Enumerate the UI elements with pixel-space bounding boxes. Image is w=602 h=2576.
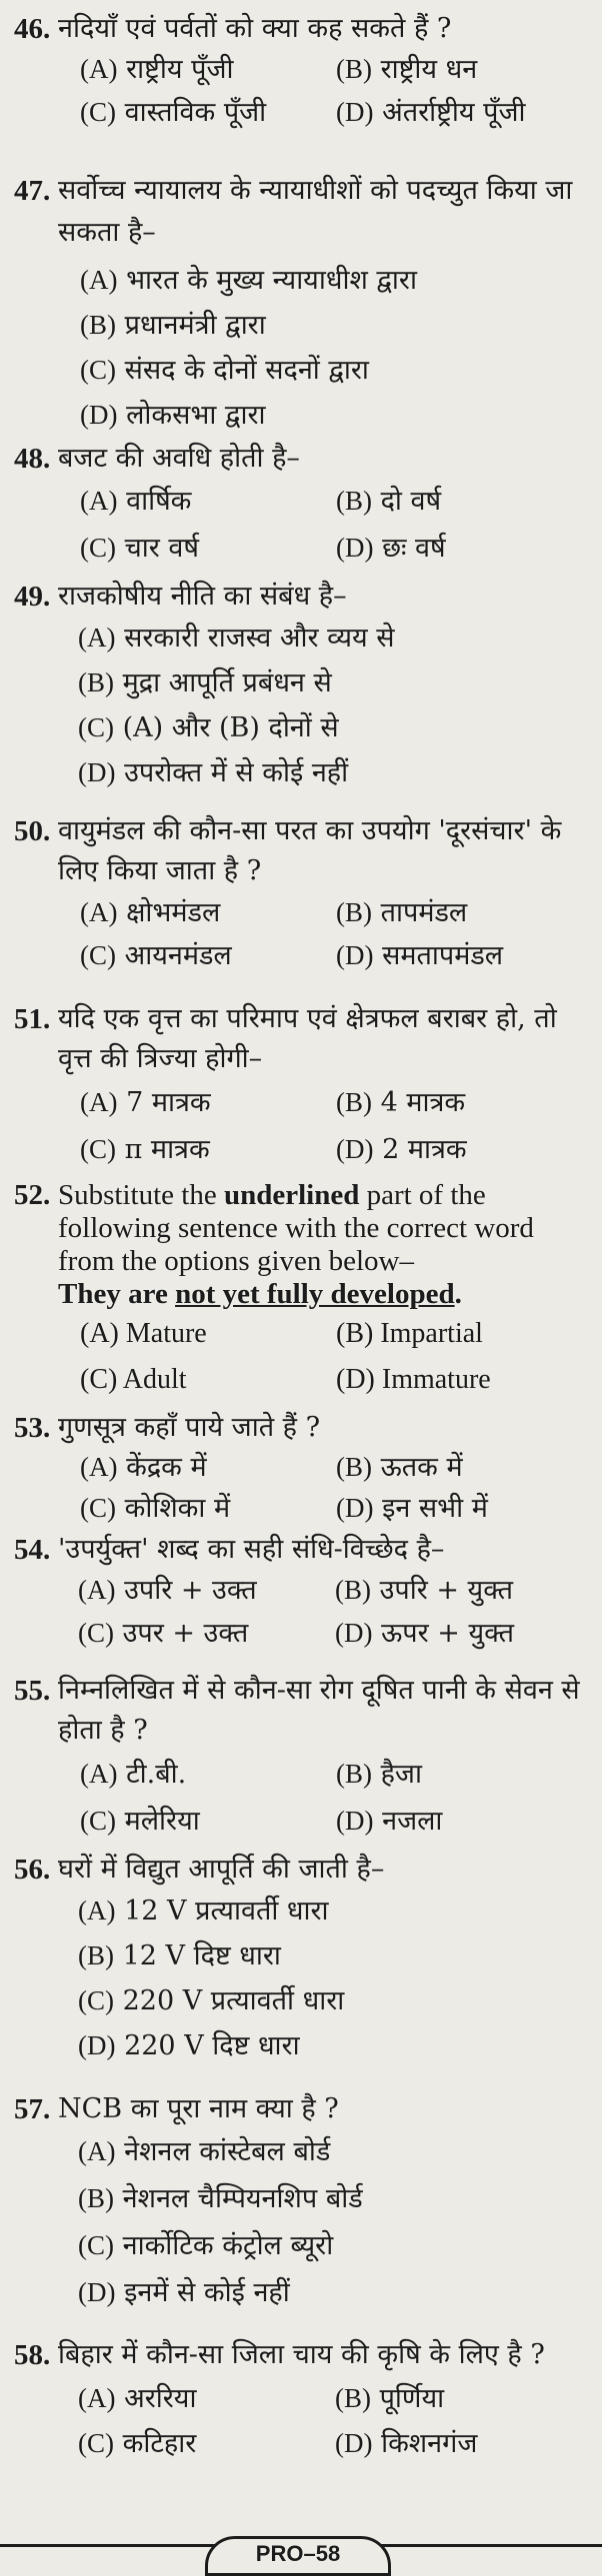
options <box>0 478 602 572</box>
option-a[interactable]: (A) उपरि + उक्त <box>78 1575 257 1606</box>
option-c[interactable]: (C) वास्तविक पूँजी <box>80 97 267 128</box>
question-number: 52. <box>14 1179 51 1211</box>
options <box>0 2128 602 2316</box>
question-text: बजट की अवधि होती है– <box>58 443 300 474</box>
question-number: 55. <box>14 1675 51 1707</box>
option-a[interactable]: (A) केंद्रक में <box>80 1452 207 1483</box>
options <box>0 1569 602 1655</box>
option-b[interactable]: (B) प्रधानमंत्री द्वारा <box>80 310 266 341</box>
option-b[interactable]: (B) Impartial <box>336 1318 483 1349</box>
question-number: 47. <box>14 175 51 207</box>
option-b[interactable]: (B) दो वर्ष <box>336 486 442 517</box>
option-c[interactable]: (C) संसद के दोनों सदनों द्वारा <box>80 355 369 386</box>
question-number: 50. <box>14 815 51 847</box>
options <box>0 1311 602 1403</box>
option-a[interactable]: (A) राष्ट्रीय पूँजी <box>80 54 234 85</box>
option-c[interactable]: (C) उपर + उक्त <box>78 1618 249 1649</box>
option-a[interactable]: (A) क्षोभमंडल <box>80 897 221 928</box>
question-48 <box>0 440 602 572</box>
question-55 <box>0 1671 602 1845</box>
option-b[interactable]: (B) 4 मात्रक <box>336 1087 466 1118</box>
question-number: 48. <box>14 443 51 475</box>
option-c[interactable]: (C) π मात्रक <box>80 1134 210 1165</box>
question-text: NCB का पूरा नाम क्या है ? <box>58 2093 339 2124</box>
options <box>0 1079 602 1173</box>
options <box>0 48 602 134</box>
question-number: 57. <box>14 2093 51 2125</box>
option-d[interactable]: (D) इन सभी में <box>336 1493 488 1524</box>
question-text: सर्वोच्च न्यायालय के न्यायाधीशों को पदच्युत किया जा सकता है– <box>58 175 573 248</box>
question-58 <box>0 2334 602 2466</box>
option-b[interactable]: (B) 12 V दिष्ट धारा <box>78 1940 281 1971</box>
option-d[interactable]: (D) Immature <box>336 1364 491 1395</box>
option-c[interactable]: (C) चार वर्ष <box>80 533 199 564</box>
option-d[interactable]: (D) 220 V दिष्ट धारा <box>78 2030 300 2061</box>
option-d[interactable]: (D) ऊपर + युक्त <box>335 1618 514 1649</box>
option-d[interactable]: (D) नजला <box>336 1806 443 1837</box>
question-number: 56. <box>14 1854 51 1886</box>
question-text: 'उपर्युक्त' शब्द का सही संधि-विच्छेद है– <box>58 1534 445 1565</box>
option-a[interactable]: (A) Mature <box>80 1318 207 1349</box>
question-57 <box>0 2090 602 2316</box>
option-d[interactable]: (D) इनमें से कोई नहीं <box>78 2277 290 2308</box>
page-label: PRO–58 <box>205 2536 391 2576</box>
question-54 <box>0 1531 602 1655</box>
option-d[interactable]: (D) लोकसभा द्वारा <box>80 400 266 431</box>
question-53 <box>0 1409 602 1529</box>
question-text: Substitute the underlined part of the following sentence with the correct word from the options given below– <box>58 1179 534 1277</box>
option-b[interactable]: (B) तापमंडल <box>336 897 468 928</box>
option-c[interactable]: (C) Adult <box>80 1364 187 1395</box>
options <box>0 254 602 438</box>
option-a[interactable]: (A) भारत के मुख्य न्यायाधीश द्वारा <box>80 265 417 296</box>
option-d[interactable]: (D) अंतर्राष्ट्रीय पूँजी <box>336 97 526 128</box>
option-c[interactable]: (C) आयनमंडल <box>80 940 232 971</box>
option-a[interactable]: (A) नेशनल कांस्टेबल बोर्ड <box>78 2136 331 2167</box>
question-text: गुणसूत्र कहाँ पाये जाते हैं ? <box>58 1412 321 1443</box>
option-c[interactable]: (C) (A) और (B) दोनों से <box>78 712 339 743</box>
question-text: घरों में विद्युत आपूर्ति की जाती है– <box>58 1854 385 1885</box>
option-a[interactable]: (A) अररिया <box>78 2383 197 2414</box>
options <box>0 1751 602 1845</box>
options <box>0 1447 602 1529</box>
options <box>0 2376 602 2466</box>
question-47 <box>0 170 602 438</box>
question-text: बिहार में कौन-सा जिला चाय की कृषि के लिए है ? <box>58 2339 545 2370</box>
option-c[interactable]: (C) कोशिका में <box>80 1493 231 1524</box>
question-50 <box>0 811 602 977</box>
question-46 <box>0 10 602 134</box>
option-a[interactable]: (A) टी.बी. <box>80 1759 187 1790</box>
option-b[interactable]: (B) ऊतक में <box>336 1452 463 1483</box>
option-d[interactable]: (D) उपरोक्त में से कोई नहीं <box>78 757 349 788</box>
option-d[interactable]: (D) छः वर्ष <box>336 533 446 564</box>
question-text: वायुमंडल की कौन-सा परत का उपयोग 'दूरसंचार' के लिए किया जाता है ? <box>58 815 562 886</box>
question-text: निम्नलिखित में से कौन-सा रोग दूषित पानी के सेवन से होता है ? <box>58 1675 580 1746</box>
question-text: नदियाँ एवं पर्वतों को क्या कह सकते हैं ? <box>58 13 452 44</box>
options <box>0 1889 602 2068</box>
question-number: 46. <box>14 13 51 45</box>
option-c[interactable]: (C) मलेरिया <box>80 1806 200 1837</box>
option-b[interactable]: (B) पूर्णिया <box>335 2383 445 2414</box>
option-d[interactable]: (D) 2 मात्रक <box>336 1134 467 1165</box>
question-52 <box>0 1179 602 1403</box>
page-footer <box>0 2536 602 2566</box>
option-d[interactable]: (D) समतापमंडल <box>336 940 504 971</box>
option-c[interactable]: (C) 220 V प्रत्यावर्ती धारा <box>78 1985 345 2016</box>
option-a[interactable]: (A) सरकारी राजस्व और व्यय से <box>78 623 395 653</box>
question-56 <box>0 1851 602 2068</box>
option-c[interactable]: (C) नार्कोटिक कंट्रोल ब्यूरो <box>78 2230 334 2261</box>
question-number: 58. <box>14 2339 51 2371</box>
question-text: राजकोषीय नीति का संबंध है– <box>58 581 347 612</box>
option-b[interactable]: (B) नेशनल चैम्पियनशिप बोर्ड <box>78 2183 363 2214</box>
question-number: 54. <box>14 1534 51 1566</box>
option-d[interactable]: (D) किशनगंज <box>335 2428 478 2459</box>
question-number: 49. <box>14 581 51 613</box>
option-a[interactable]: (A) 12 V प्रत्यावर्ती धारा <box>78 1896 329 1927</box>
question-49 <box>0 578 602 795</box>
option-b[interactable]: (B) हैजा <box>336 1759 422 1790</box>
question-51 <box>0 999 602 1173</box>
option-b[interactable]: (B) राष्ट्रीय धन <box>336 54 478 85</box>
options <box>0 616 602 795</box>
option-c[interactable]: (C) कटिहार <box>78 2428 197 2459</box>
options <box>0 891 602 977</box>
option-a[interactable]: (A) 7 मात्रक <box>80 1087 211 1118</box>
question-text: यदि एक वृत्त का परिमाप एवं क्षेत्रफल बराबर हो, तो वृत्त की त्रिज्या होगी– <box>58 1003 557 1074</box>
option-b[interactable]: (B) उपरि + युक्त <box>335 1575 514 1606</box>
option-b[interactable]: (B) मुद्रा आपूर्ति प्रबंधन से <box>78 667 332 698</box>
question-number: 53. <box>14 1412 51 1444</box>
option-a[interactable]: (A) वार्षिक <box>80 486 192 517</box>
question-number: 51. <box>14 1003 51 1035</box>
question-sentence: They are not yet fully developed. <box>58 1278 462 1310</box>
